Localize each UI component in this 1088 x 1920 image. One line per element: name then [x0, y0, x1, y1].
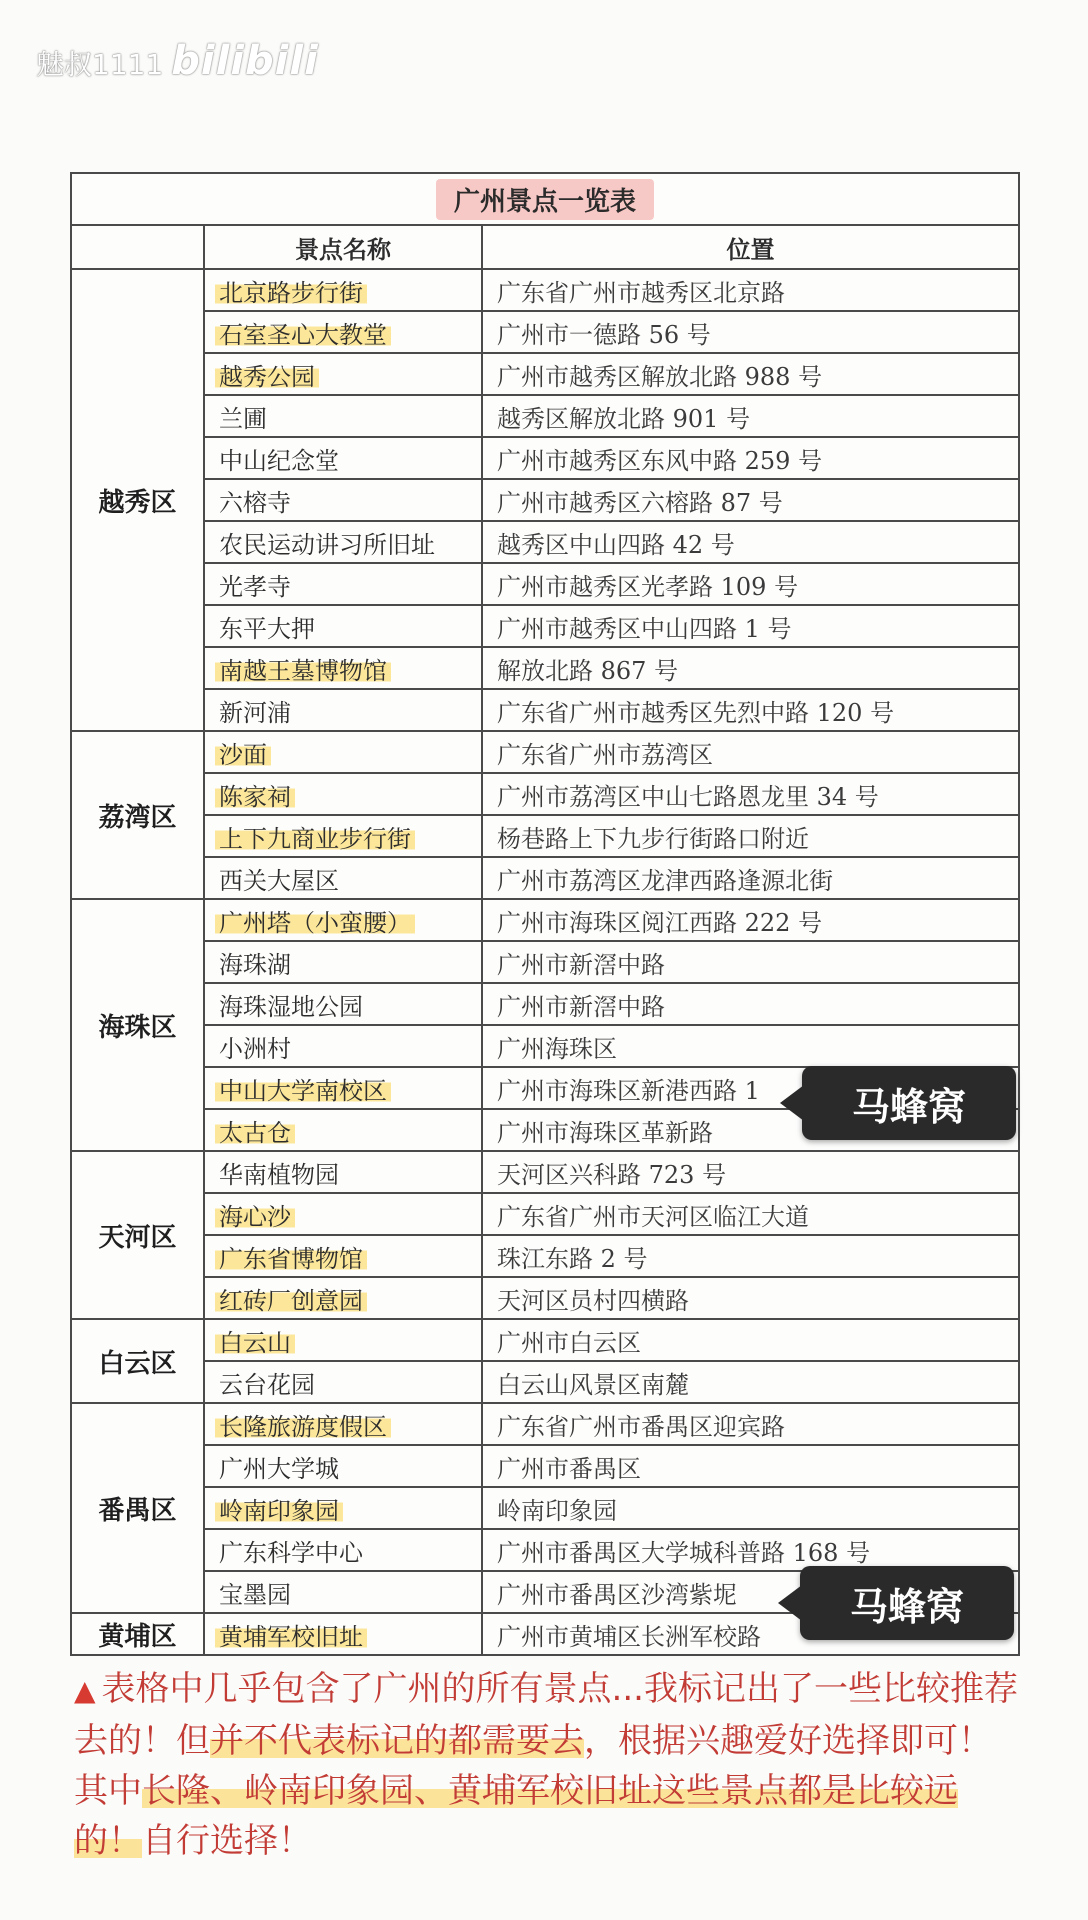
table-row	[71, 1151, 1019, 1193]
note-highlight: 长隆、岭南印象园、黄埔军校旧址这些景点都是比较远的！	[74, 1771, 958, 1861]
spot-name: 海珠湖	[219, 950, 291, 979]
watermark-site-logo: bilibili	[171, 38, 319, 84]
spot-name-cell	[204, 437, 482, 479]
table-row	[71, 1487, 1019, 1529]
spot-name-cell	[204, 773, 482, 815]
location-cell: 广州市一德路 56 号	[482, 311, 1019, 353]
location-cell: 越秀区中山四路 42 号	[482, 521, 1019, 563]
spot-name-cell	[204, 983, 482, 1025]
spot-name: 中山纪念堂	[219, 446, 339, 475]
spot-name: 广东科学中心	[219, 1538, 363, 1567]
table-row	[71, 815, 1019, 857]
table-row	[71, 1403, 1019, 1445]
table-row	[71, 647, 1019, 689]
district-cell: 白云区	[71, 1319, 204, 1403]
mafengwo-watermark-badge	[802, 1066, 1016, 1140]
location-cell: 解放北路 867 号	[482, 647, 1019, 689]
spot-name-cell	[204, 857, 482, 899]
spot-name: 农民运动讲习所旧址	[219, 530, 435, 559]
spot-name: 东平大押	[219, 614, 315, 643]
spot-name-cell	[204, 899, 482, 941]
location-cell: 广东省广州市越秀区先烈中路 120 号	[482, 689, 1019, 731]
note-text: 表格中几乎包含了广州的所有景点...我标记出了一些比较推荐去的！但	[74, 1669, 1018, 1761]
note-text: 自行选择！	[142, 1821, 312, 1861]
badge-arrow-icon	[778, 1585, 802, 1621]
table-row	[71, 1277, 1019, 1319]
spot-name: 陈家祠	[215, 783, 295, 811]
badge-label: 马蜂窝	[849, 1584, 964, 1629]
spot-name: 黄埔军校旧址	[215, 1623, 367, 1651]
table-row	[71, 773, 1019, 815]
spot-name-cell	[204, 1403, 482, 1445]
mafengwo-watermark-badge	[800, 1566, 1014, 1640]
table-row	[71, 1445, 1019, 1487]
location-cell: 广东省广州市天河区临江大道	[482, 1193, 1019, 1235]
spot-name: 长隆旅游度假区	[215, 1413, 391, 1441]
district-cell: 黄埔区	[71, 1613, 204, 1655]
spot-name-cell	[204, 479, 482, 521]
badge-arrow-icon	[780, 1085, 804, 1121]
table-row	[71, 731, 1019, 773]
district-cell: 越秀区	[71, 269, 204, 731]
spot-name-cell	[204, 689, 482, 731]
spot-name-cell	[204, 1109, 482, 1151]
spot-name: 越秀公园	[215, 363, 319, 391]
location-cell: 天河区兴科路 723 号	[482, 1151, 1019, 1193]
spot-name: 南越王墓博物馆	[215, 657, 391, 685]
spot-name: 广东省博物馆	[215, 1245, 367, 1273]
watermark	[36, 38, 319, 84]
table-row	[71, 899, 1019, 941]
triangle-icon: ▲	[74, 1674, 96, 1707]
spot-name: 北京路步行街	[215, 279, 367, 307]
spot-name-cell	[204, 941, 482, 983]
table-header-row	[71, 225, 1019, 269]
table-row	[71, 353, 1019, 395]
location-cell: 广州市越秀区中山四路 1 号	[482, 605, 1019, 647]
table-row	[71, 311, 1019, 353]
location-cell: 广东省广州市番禺区迎宾路	[482, 1403, 1019, 1445]
spot-name: 海心沙	[215, 1203, 295, 1231]
spot-name: 白云山	[215, 1329, 295, 1357]
table-row	[71, 1193, 1019, 1235]
spot-name: 沙面	[215, 741, 271, 769]
location-cell: 广州市越秀区解放北路 988 号	[482, 353, 1019, 395]
note-highlight: 并不代表标记的都需要去	[210, 1721, 584, 1761]
badge-label: 马蜂窝	[851, 1084, 966, 1129]
spot-name-cell	[204, 605, 482, 647]
spot-name-cell	[204, 1193, 482, 1235]
table-row	[71, 605, 1019, 647]
spot-name-cell	[204, 563, 482, 605]
table-row	[71, 1319, 1019, 1361]
spot-name: 广州塔（小蛮腰）	[215, 909, 415, 937]
recommendation-note	[74, 1664, 1018, 1866]
table-row	[71, 1025, 1019, 1067]
location-cell: 广州市荔湾区龙津西路逢源北街	[482, 857, 1019, 899]
location-cell: 广东省广州市越秀区北京路	[482, 269, 1019, 311]
district-cell: 天河区	[71, 1151, 204, 1319]
location-cell: 广州市番禺区大学城科普路 168 号	[482, 1529, 1019, 1571]
spot-name: 海珠湿地公园	[219, 992, 363, 1021]
spot-name-cell	[204, 1571, 482, 1613]
location-cell: 广州市黄埔区长洲军校路	[482, 1613, 1019, 1655]
location-cell: 广东省广州市荔湾区	[482, 731, 1019, 773]
spot-name-cell	[204, 521, 482, 563]
attractions-table	[70, 172, 1020, 1656]
table-row	[71, 521, 1019, 563]
spot-name: 岭南印象园	[215, 1497, 343, 1525]
table-row	[71, 857, 1019, 899]
header-spot-name: 景点名称	[204, 225, 482, 269]
location-cell: 珠江东路 2 号	[482, 1235, 1019, 1277]
table-row	[71, 1361, 1019, 1403]
spot-name: 中山大学南校区	[215, 1077, 391, 1105]
table-row	[71, 983, 1019, 1025]
table-row	[71, 1529, 1019, 1571]
location-cell: 广州市新滘中路	[482, 941, 1019, 983]
district-cell: 番禺区	[71, 1403, 204, 1613]
location-cell: 天河区员村四横路	[482, 1277, 1019, 1319]
location-cell: 广州市海珠区革新路	[482, 1109, 1019, 1151]
table-body	[71, 269, 1019, 1655]
spot-name: 广州大学城	[219, 1454, 339, 1483]
location-cell: 广州市海珠区新港西路 1	[482, 1067, 1019, 1109]
spot-name-cell	[204, 269, 482, 311]
spot-name-cell	[204, 1319, 482, 1361]
location-cell: 广州市白云区	[482, 1319, 1019, 1361]
spot-name: 云台花园	[219, 1370, 315, 1399]
location-cell: 白云山风景区南麓	[482, 1361, 1019, 1403]
spot-name: 光孝寺	[219, 572, 291, 601]
spot-name: 宝墨园	[219, 1580, 291, 1609]
location-cell: 广州市荔湾区中山七路恩龙里 34 号	[482, 773, 1019, 815]
location-cell: 岭南印象园	[482, 1487, 1019, 1529]
table-row	[71, 689, 1019, 731]
table-row	[71, 269, 1019, 311]
spot-name: 新河浦	[219, 698, 291, 727]
spot-name: 石室圣心大教堂	[215, 321, 391, 349]
district-cell: 海珠区	[71, 899, 204, 1151]
spot-name: 华南植物园	[219, 1160, 339, 1189]
header-district	[71, 225, 204, 269]
spot-name: 太古仓	[215, 1119, 295, 1147]
spot-name-cell	[204, 395, 482, 437]
spot-name-cell	[204, 1445, 482, 1487]
spot-name: 兰圃	[219, 404, 267, 433]
spot-name-cell	[204, 1613, 482, 1655]
spot-name-cell	[204, 1487, 482, 1529]
spot-name-cell	[204, 815, 482, 857]
spot-name-cell	[204, 731, 482, 773]
location-cell: 广州市海珠区阅江西路 222 号	[482, 899, 1019, 941]
spot-name: 红砖厂创意园	[215, 1287, 367, 1315]
spot-name-cell	[204, 1067, 482, 1109]
spot-name: 六榕寺	[219, 488, 291, 517]
spot-name-cell	[204, 353, 482, 395]
spot-name-cell	[204, 1277, 482, 1319]
location-cell: 广州市番禺区沙湾紫坭	[482, 1571, 1019, 1613]
district-cell: 荔湾区	[71, 731, 204, 899]
table-row	[71, 479, 1019, 521]
location-cell: 广州市越秀区东风中路 259 号	[482, 437, 1019, 479]
table-row	[71, 941, 1019, 983]
table-row	[71, 437, 1019, 479]
location-cell: 广州市越秀区六榕路 87 号	[482, 479, 1019, 521]
spot-name-cell	[204, 647, 482, 689]
location-cell: 广州海珠区	[482, 1025, 1019, 1067]
spot-name-cell	[204, 1151, 482, 1193]
watermark-author: 魅叔1111	[36, 48, 164, 81]
spot-name: 上下九商业步行街	[215, 825, 415, 853]
location-cell: 广州市番禺区	[482, 1445, 1019, 1487]
spot-name-cell	[204, 1529, 482, 1571]
spot-name-cell	[204, 311, 482, 353]
table-row	[71, 563, 1019, 605]
spot-name: 小洲村	[219, 1034, 291, 1063]
spot-name: 西关大屋区	[219, 866, 339, 895]
spot-name-cell	[204, 1025, 482, 1067]
table-title-row	[71, 173, 1019, 225]
header-location: 位置	[482, 225, 1019, 269]
spot-name-cell	[204, 1235, 482, 1277]
location-cell: 越秀区解放北路 901 号	[482, 395, 1019, 437]
location-cell: 广州市新滘中路	[482, 983, 1019, 1025]
table-title-cell	[71, 173, 1019, 225]
note-text: ，根据兴趣爱好选择即可！其中	[74, 1721, 992, 1811]
location-cell: 广州市越秀区光孝路 109 号	[482, 563, 1019, 605]
location-cell: 杨巷路上下九步行街路口附近	[482, 815, 1019, 857]
table-title: 广州景点一览表	[436, 179, 654, 220]
spot-name-cell	[204, 1361, 482, 1403]
table-row	[71, 395, 1019, 437]
table-row	[71, 1235, 1019, 1277]
